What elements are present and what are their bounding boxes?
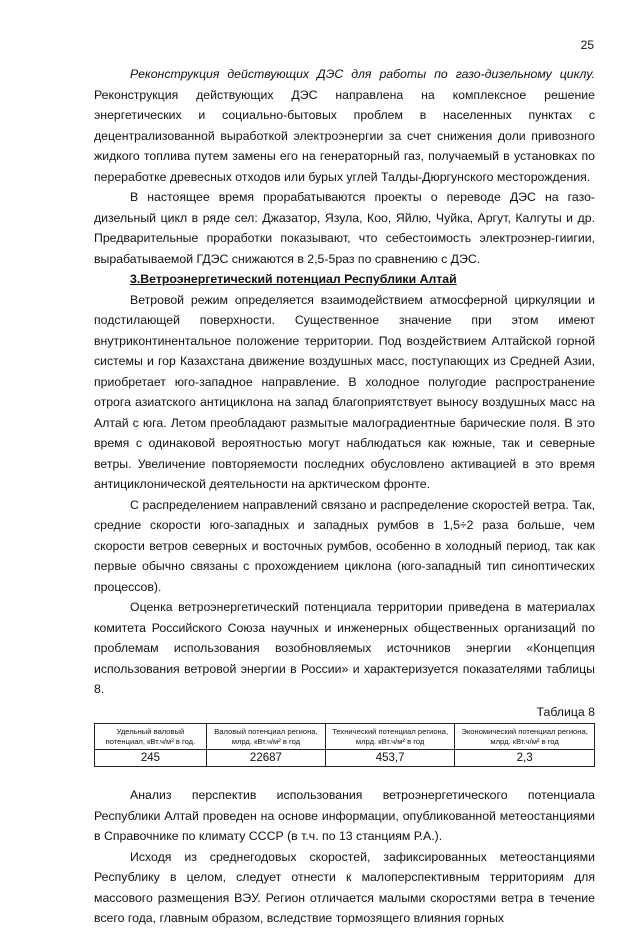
table-cell: 2,3 (455, 750, 595, 767)
paragraph-wind-regime: Ветровой режим определяется взаимодействием атмосферной циркуляции и подстилающей поверхности. Существенное значение при этом имеют внутриконтинентальное положение территории. Под воздействием Алтайской горной системы и гор Казахстана движение воздушных масс, поступающих из Средней Азии, приобретает юго-западное направление. В холодное полугодие распространение отрога азиатского антициклона на запад благоприятствует выносу воздушных масс на Алтай с юга. Летом преобладают размытые малоградиентные барические поля. В это время с одинаковой вероятностью могут наблюдаться как южные, так и северные ветры. Увеличение повторяемости последних обусловлено активацией в это время антициклонической деятельности на арктическом фронте. (94, 292, 595, 491)
paragraph-wind-speed: С распределением направлений связано и распределение скоростей ветра. Так, средние скорости юго-западных и западных румбов в 1,5÷2 раза больше, чем скорости ветров северных и восточных румбов, особенно в холодный период, так как первые обычно связаны с прохождением циклона (юго-западный тип синоптических процессов). (94, 497, 595, 594)
paragraph-gas-diesel-projects: В настоящее время прорабатываются проекты о переводе ДЭС на газо-дизельный цикл в ряде сел: Джазатор, Язула, Коо, Яйлю, Чуйка, Аргут, Калгуты и др. Предварительные проработки показывают, что себестоимость электроэнер-гиигии, вырабатываемой ГДЭС снижаются в 2,5-5раз по сравнению с ДЭС. (94, 190, 595, 266)
table-header-cell: Технический потенциал региона, млрд. кВт.ч/м² в год (325, 724, 454, 750)
table-header-cell: Удельный валовый потенциал, кВт.ч/м² в год. (95, 724, 207, 750)
table-header-cell: Экономический потенциал региона, млрд. кВт.ч/м² в год (455, 724, 595, 750)
potential-table (94, 723, 595, 767)
table-row (95, 750, 595, 767)
paragraph-lead-italic: Реконструкция действующих ДЭС для работы по газо-дизельному циклу. (130, 67, 595, 81)
paragraph-potential-assessment: Оценка ветроэнергетический потенциала территории приведена в материалах комитета Российского Союза научных и инженерных общественных организаций по проблемам использования возобновляемых источников энергии «Концепция использования ветровой энергии в России» и характеризуется показателями таблицы 8. (94, 600, 595, 696)
section-heading: 3.Ветроэнергетический потенциал Республики Алтай (130, 272, 457, 286)
paragraph-dgs-reconstruction (94, 64, 595, 187)
table-header-row (95, 724, 595, 750)
document-body (94, 64, 595, 929)
paragraph-analysis: Анализ перспектив использования ветроэнергетического потенциала Республики Алтай проведен на основе информации, опубликованной метеостанциями в Справочнике по климату СССР (в т.ч. по 13 станциям Р.А.). (94, 788, 595, 843)
table-caption: Таблица 8 (536, 704, 595, 719)
paragraph-conclusion: Исходя из среднегодовых скоростей, зафиксированных метеостанциями Республику в целом, следует отнести к малоперспективным территориям для массового размещения ВЭУ. Регион отличается малыми скоростями ветра в течение всего года, главным образом, вследствие тормозящего влияния горных (94, 849, 595, 925)
paragraph-text: Реконструкция действующих ДЭС направлена на комплексное решение энергетических и социально-бытовых проблем в населенных пунктах с децентрализованной выработкой электроэнергии за счет снижения доли привозного жидкого топлива путем замены его на генераторный газ, получаемый в установках по переработке древесных отходов или бурых углей Талды-Дюргунского месторождения. (94, 87, 595, 184)
table-cell: 245 (95, 750, 207, 767)
table-cell: 453,7 (325, 750, 454, 767)
table-cell: 22687 (206, 750, 325, 767)
table-header-cell: Валовый потенциал региона, млрд. кВт.ч/м² в год (206, 724, 325, 750)
page-number: 25 (580, 38, 594, 52)
